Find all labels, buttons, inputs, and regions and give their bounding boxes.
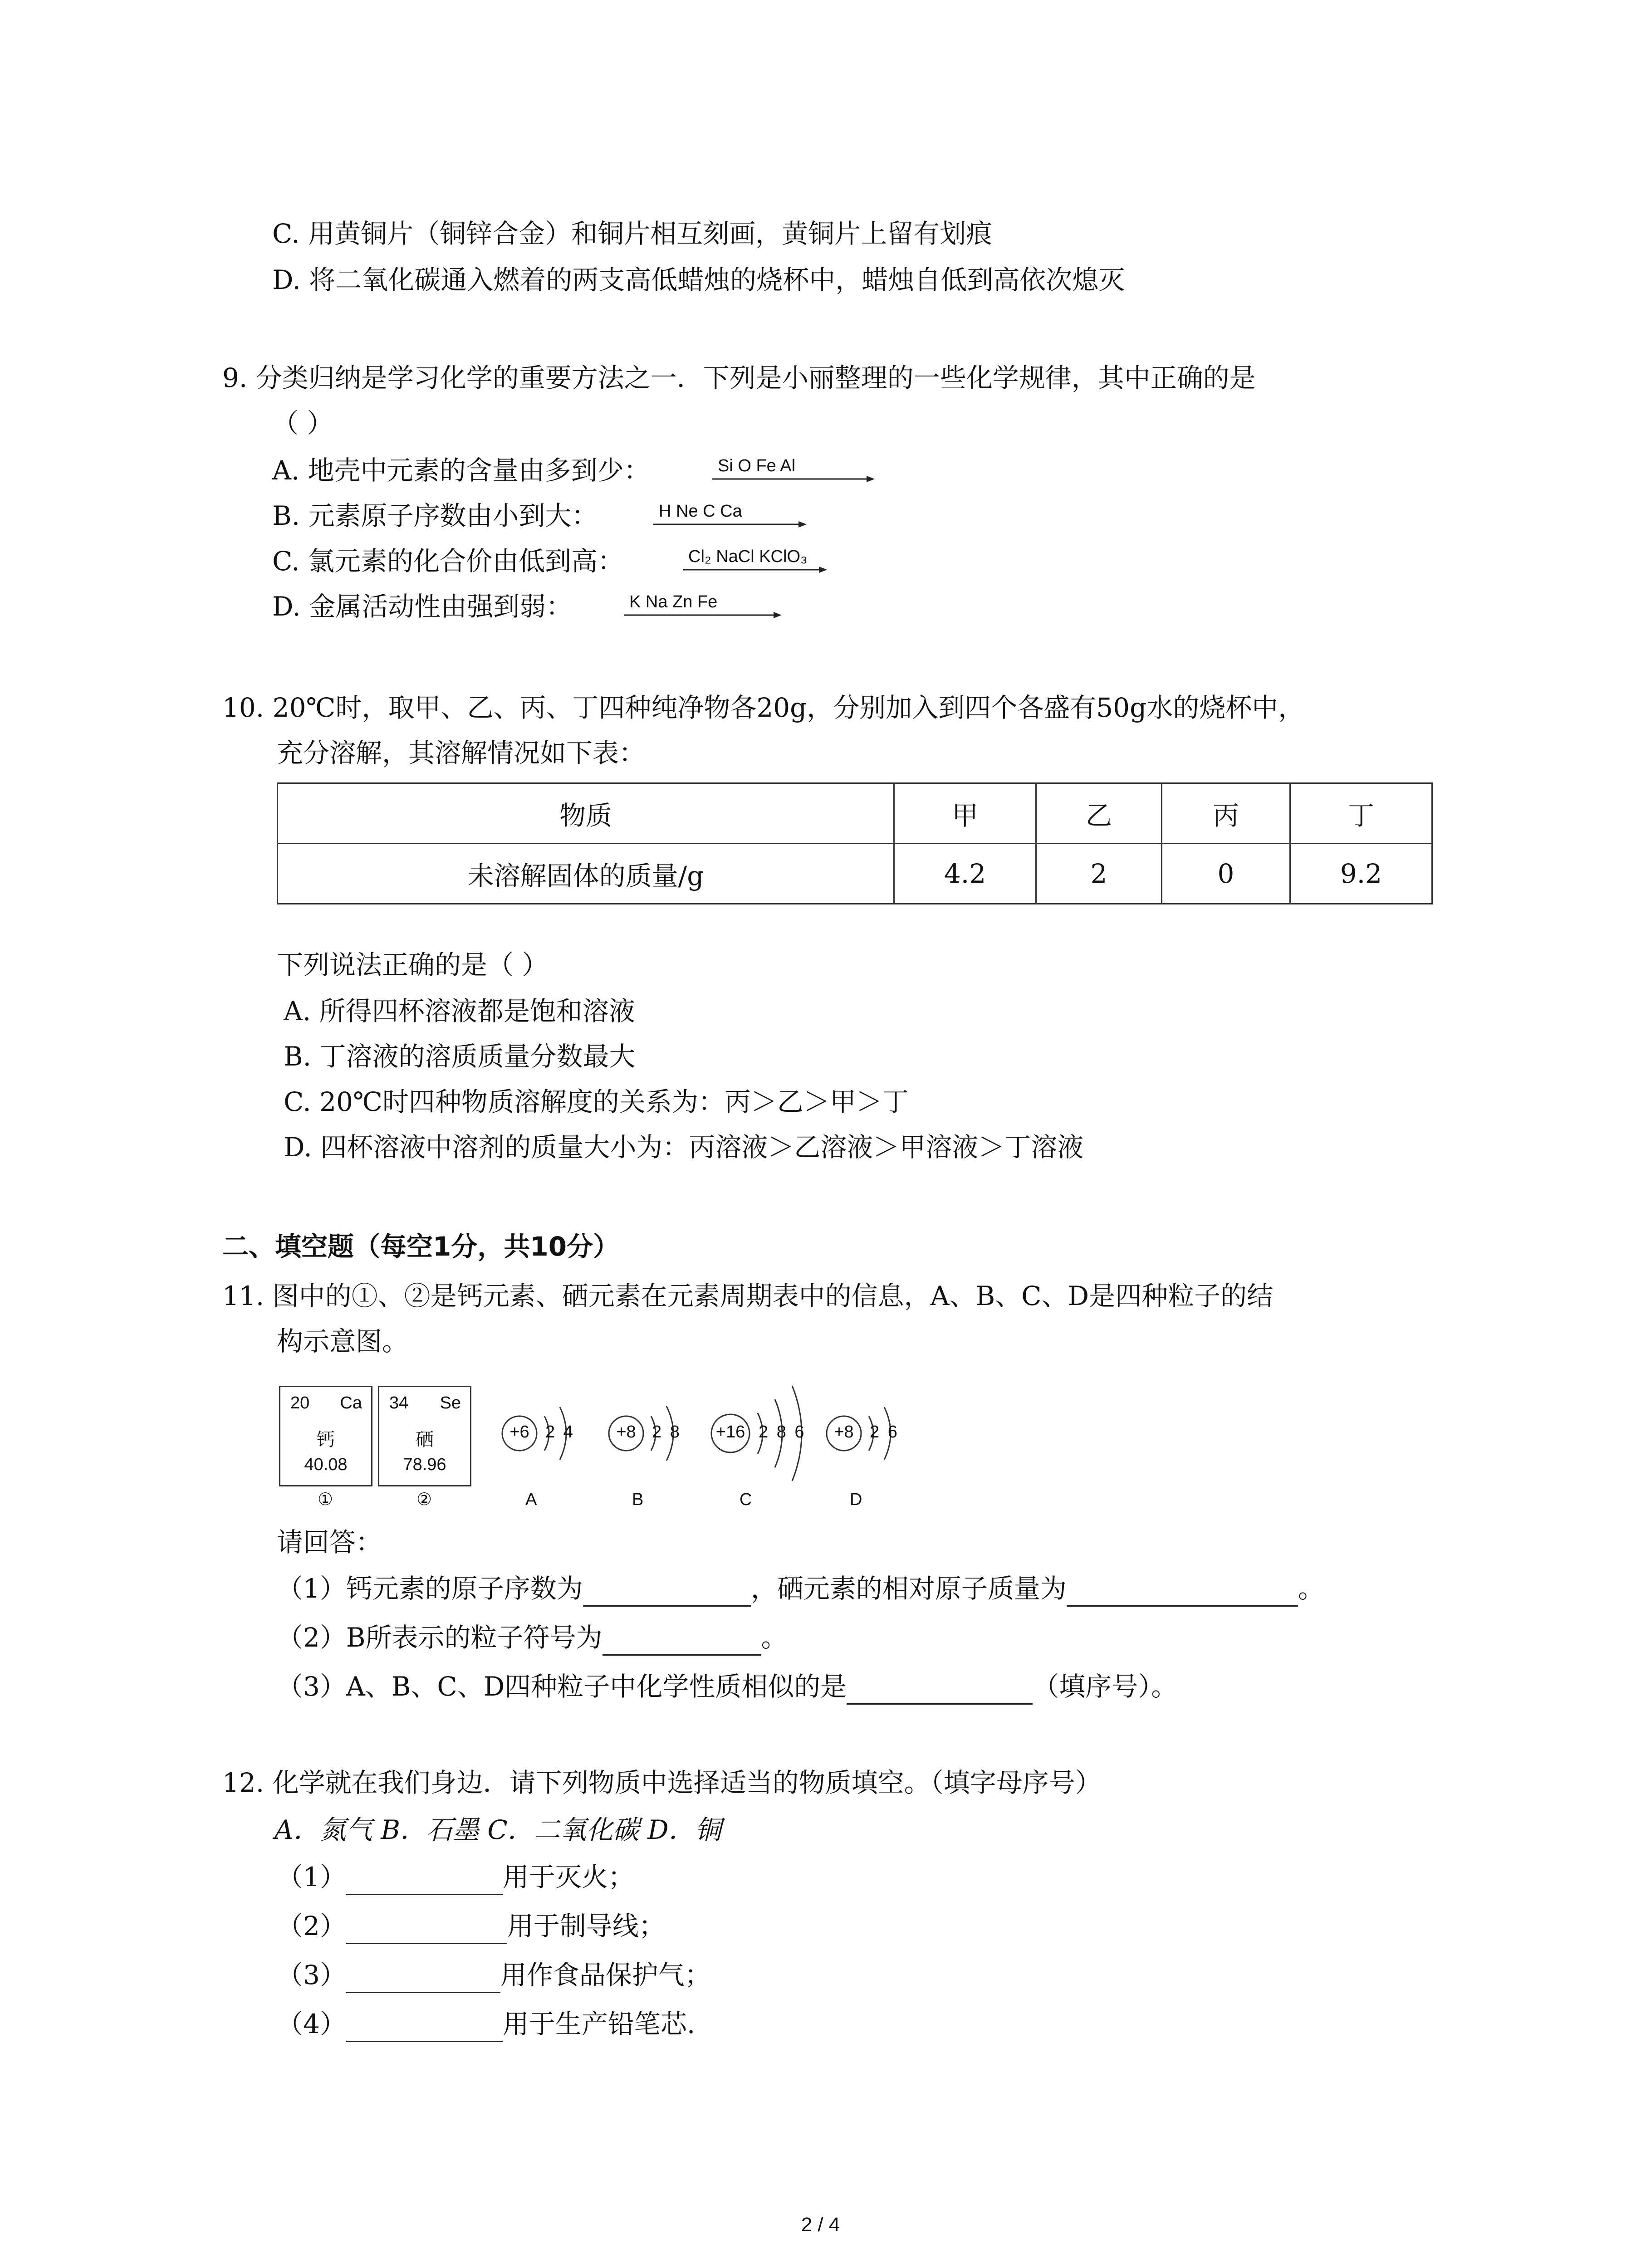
q8-option-c: C. 用黄铜片（铜锌合金）和铜片相互刻画，黄铜片上留有划痕 (272, 218, 993, 249)
electron-shells: 2 8 (652, 1422, 680, 1442)
electron-shells: 2 6 (870, 1422, 897, 1442)
nucleus-charge: +16 (715, 1422, 745, 1442)
q12-item-3 (277, 1957, 711, 1993)
q11-sub3-end: （填序号）。 (1033, 1671, 1178, 1702)
q12-item-text: 用于制导线； (507, 1911, 665, 1941)
table-header-cell: 丙 (1162, 783, 1290, 844)
table-header-cell: 物质 (278, 783, 894, 844)
table-header-cell: 乙 (1036, 783, 1162, 844)
arrow-right-icon (683, 565, 828, 574)
particle-label: B (632, 1490, 644, 1509)
element-name: 硒 (416, 1429, 434, 1450)
atomic-mass: 78.96 (403, 1455, 446, 1474)
particle-label: C (740, 1490, 752, 1509)
element-symbol: Se (440, 1393, 461, 1413)
arrow-right-icon (712, 474, 876, 484)
q11-sub1-text2: ，硒元素的相对原子质量为 (750, 1573, 1067, 1604)
q11-stem: 11. 图中的①、②是钙元素、硒元素在元素周期表中的信息，A、B、C、D是四种粒子的结 (222, 1281, 1274, 1311)
table-header-row (278, 783, 1432, 844)
solubility-table (277, 782, 1433, 904)
q11-sub1-text: （1）钙元素的原子序数为 (277, 1573, 583, 1604)
answer-blank[interactable] (346, 1867, 503, 1895)
q11-sub2 (277, 1619, 788, 1656)
element-caption: ② (416, 1490, 432, 1509)
q11-sub2-text: （2）B所表示的粒子符号为 (277, 1622, 603, 1653)
element-card-selenium (378, 1386, 471, 1486)
q10-option-b: B. 丁溶液的溶质质量分数最大 (284, 1041, 636, 1072)
q12-item-2 (277, 1908, 665, 1944)
q9-stem: 9. 分类归纳是学习化学的重要方法之一．下列是小丽整理的一些化学规律，其中正确的是 (222, 362, 1256, 393)
q9-option-a-arrow-label: Si O Fe Al (718, 456, 796, 475)
nucleus-charge: +8 (616, 1422, 636, 1442)
table-row (278, 844, 1432, 904)
answer-blank[interactable] (583, 1578, 751, 1607)
answer-blank[interactable] (847, 1676, 1033, 1705)
element-name: 钙 (317, 1429, 335, 1450)
q9-option-d-arrow-label: K Na Zn Fe (629, 592, 718, 611)
arrow-right-icon (624, 611, 783, 620)
table-header-cell: 甲 (894, 783, 1036, 844)
q9-blank-paren: （ ） (272, 408, 333, 439)
q12-item-text: 用作食品保护气； (500, 1960, 711, 1990)
particle-diagram-a (499, 1388, 590, 1509)
q10-stem: 10. 20℃时，取甲、乙、丙、丁四种纯净物各20g，分别加入到四个各盛有50g水的烧杯中， (222, 692, 1305, 723)
q11-sub3 (277, 1668, 1177, 1705)
particle-diagram-d (823, 1388, 914, 1509)
table-header-cell: 丁 (1290, 783, 1432, 844)
q11-sub1-end: 。 (1298, 1573, 1324, 1604)
atomic-number: 20 (290, 1393, 310, 1413)
table-cell: 9.2 (1290, 844, 1432, 904)
section-title: 二、填空题（每空1分，共10分） (222, 1231, 620, 1262)
q11-sub1 (277, 1570, 1324, 1607)
q12-item-num: （4） (277, 2009, 346, 2039)
electron-shells: 2 4 (545, 1422, 573, 1442)
nucleus-charge: +8 (834, 1422, 854, 1442)
q12-item-num: （2） (277, 1911, 346, 1941)
q11-answer-intro: 请回答： (277, 1527, 382, 1558)
q10-option-a: A. 所得四杯溶液都是饱和溶液 (284, 996, 635, 1026)
arrow-right-icon (653, 520, 808, 529)
particle-label: D (850, 1490, 862, 1509)
answer-blank[interactable] (346, 1965, 500, 1993)
q10-option-c: C. 20℃时四种物质溶解度的关系为：丙＞乙＞甲＞丁 (284, 1086, 909, 1117)
page-number: 2 / 4 (801, 2214, 840, 2236)
q12-item-text: 用于生产铅笔芯. (502, 2009, 696, 2039)
q8-option-d: D. 将二氧化碳通入燃着的两支高低蜡烛的烧杯中，蜡烛自低到高依次熄灭 (272, 264, 1125, 295)
q12-item-text: 用于灭火； (502, 1862, 634, 1892)
q10-option-d: D. 四杯溶液中溶剂的质量大小为：丙溶液＞乙溶液＞甲溶液＞丁溶液 (284, 1132, 1084, 1163)
q11-sub2-end: 。 (761, 1622, 788, 1653)
q9-option-c-arrow-label: Cl₂ NaCl KClO₃ (688, 547, 808, 566)
particle-diagram-b (606, 1388, 696, 1509)
nucleus-charge: +6 (509, 1422, 529, 1442)
q12-item-4 (277, 2006, 695, 2042)
q10-prompt: 下列说法正确的是（ ） (277, 949, 549, 980)
q9-option-c: C. 氯元素的化合价由低到高： (272, 546, 624, 577)
answer-blank[interactable] (346, 1916, 507, 1944)
atomic-mass: 40.08 (304, 1455, 348, 1474)
element-card-calcium (279, 1386, 372, 1486)
table-cell: 4.2 (894, 844, 1036, 904)
q9-option-d: D. 金属活动性由强到弱： (272, 591, 573, 622)
q11-stem-cont: 构示意图。 (277, 1326, 409, 1357)
table-cell: 未溶解固体的质量/g (278, 844, 894, 904)
q12-item-1 (277, 1859, 634, 1895)
q12-item-num: （3） (277, 1960, 346, 1990)
answer-blank[interactable] (603, 1627, 761, 1656)
table-cell: 2 (1036, 844, 1162, 904)
q9-option-b-arrow-label: H Ne C Ca (659, 502, 742, 521)
atomic-number: 34 (389, 1393, 409, 1413)
table-cell: 0 (1162, 844, 1290, 904)
element-caption: ① (318, 1490, 333, 1509)
answer-blank[interactable] (1067, 1578, 1298, 1607)
electron-shells: 2 8 6 (759, 1422, 804, 1442)
particle-label: A (525, 1490, 537, 1509)
q12-stem: 12. 化学就在我们身边．请下列物质中选择适当的物质填空。（填字母序号） (222, 1767, 1102, 1798)
answer-blank[interactable] (346, 2014, 503, 2042)
element-symbol: Ca (340, 1393, 362, 1413)
q9-option-a: A. 地壳中元素的含量由多到少： (272, 455, 650, 486)
q12-choices: A．氮气 B．石墨 C．二氧化碳 D．铜 (274, 1814, 721, 1845)
particle-diagram-c (708, 1368, 826, 1509)
q9-option-b: B. 元素原子序数由小到大： (272, 500, 598, 531)
q11-sub3-text: （3）A、B、C、D四种粒子中化学性质相似的是 (277, 1671, 847, 1702)
q10-stem-cont: 充分溶解，其溶解情况如下表： (277, 738, 646, 768)
q12-item-num: （1） (277, 1862, 346, 1892)
